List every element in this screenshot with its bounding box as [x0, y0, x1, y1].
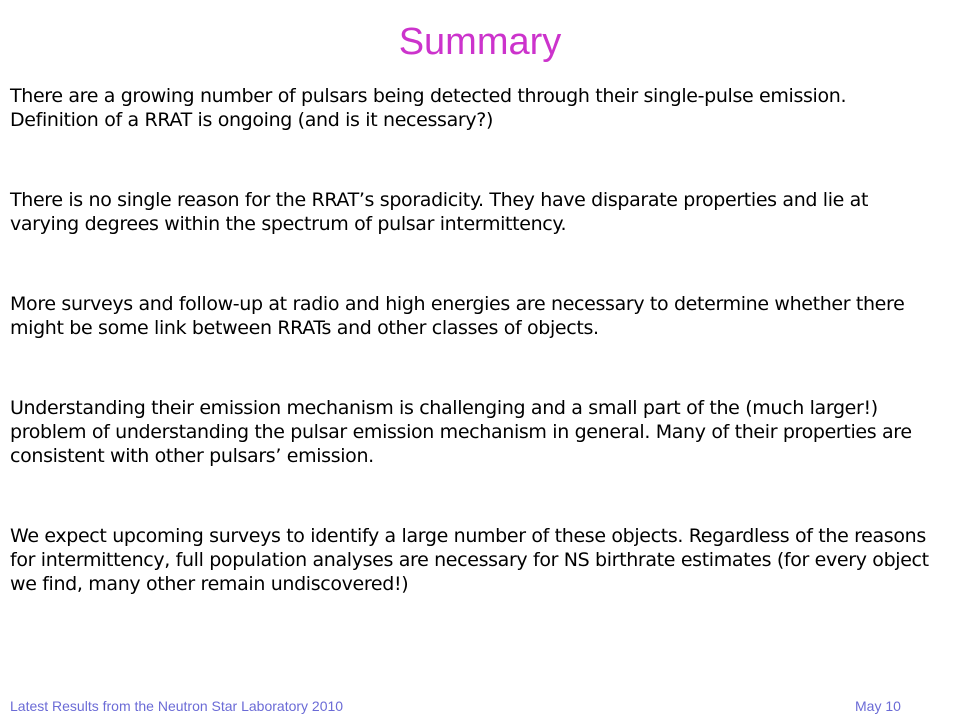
summary-paragraph-1: There are a growing number of pulsars being detected through their single-pulse emission. Definition of a RRAT is ongoing (and is it necessary?): [10, 85, 847, 131]
slide-title: Summary: [398, 21, 562, 63]
slide-footer: [10, 698, 910, 720]
summary-paragraph-5: We expect upcoming surveys to identify a large number of these objects. Regardless of the reasons for intermittency, full population analyses are necessary for NS birthrate estimates (for every object we find, many other remain undiscovered!): [10, 525, 929, 595]
summary-paragraph-3: More surveys and follow-up at radio and high energies are necessary to determine whether there might be some link between RRATs and other classes of objects.: [10, 293, 905, 339]
footer-date: May 10: [855, 698, 901, 714]
summary-paragraph-2: There is no single reason for the RRAT’s sporadicity. They have disparate properties and lie at varying degrees within the spectrum of pulsar intermittency.: [10, 189, 869, 235]
summary-paragraph-4: Understanding their emission mechanism is challenging and a small part of the (much larger!) problem of understanding the pulsar emission mechanism in general. Many of their properties are consistent with other pulsars’ emission.: [10, 397, 912, 467]
footer-presentation-title: Latest Results from the Neutron Star Laboratory 2010: [10, 698, 344, 714]
slide-body: [10, 84, 940, 652]
